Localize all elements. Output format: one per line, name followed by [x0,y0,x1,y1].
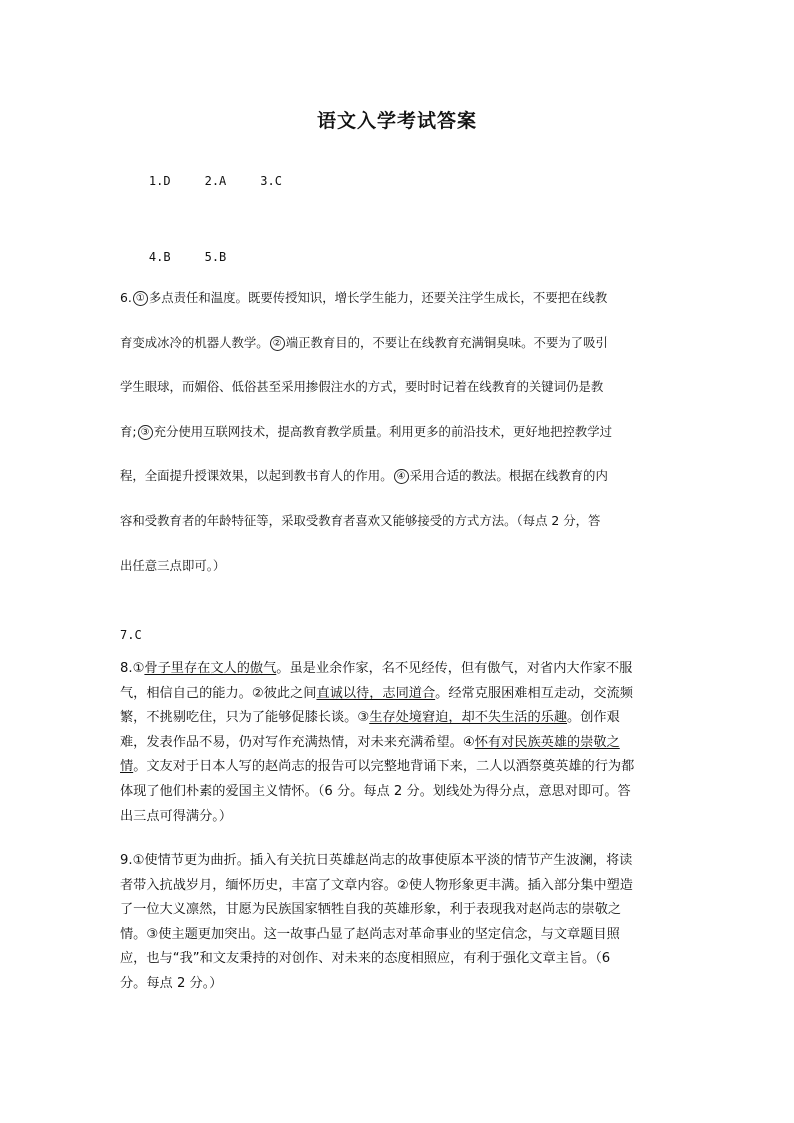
q8-text: 。创作艰 [567,710,620,726]
scoring-point-underline: 怀有对民族英雄的崇敬之 [474,734,620,750]
q6-number: 6. [120,290,132,305]
q8-line [120,755,680,780]
answer-letter: A [219,174,227,188]
q6-line: 出任意三点即可。） [120,557,226,573]
question-9-answer [120,849,680,997]
scoring-point-underline: 骨子里存在文人的傲气 [144,661,277,676]
q6-line [120,454,680,499]
answer-5 [205,250,227,264]
q8-text: 。虽是业余作家，名不见经传，但有傲气，对省内大作家不服 [276,661,633,676]
q8-text: 难，发表作品不易，仍对写作充满热情，对未来充满希望。④ [120,734,475,750]
answer-num: 2. [204,174,220,188]
scoring-point-underline: 直诚以待，志同道合 [316,685,436,701]
q6-line [120,321,680,366]
answer-letter: D [163,174,171,188]
q9-line: 者带入抗战岁月，缅怀历史，丰富了文章内容。②使人物形象更丰满。插入部分集中塑造 [120,877,633,893]
q6-text: 育变成冰冷的机器人教学。 [120,334,269,350]
q8-line [120,682,680,707]
q6-text: 充分使用互联网技术，提高教育教学质量。利用更多的前沿技术，更好地把控教学过 [153,423,613,439]
q6-text: 多点责任和温度。既要传授知识，增长学生能力，还要关注学生成长，不要把在线教 [148,290,608,305]
answer-4 [149,250,171,264]
circled-number: ④ [394,469,409,484]
scoring-point-underline: 情 [120,759,134,775]
answer-1 [149,174,171,188]
scoring-point-underline: 生存处境窘迫，却不失生活的乐趣 [369,710,568,726]
q8-text: 气，相信自己的能力。②彼此之间 [120,685,317,701]
multiple-choice-row-2 [120,236,226,278]
q6-text: 采用合适的教法。根据在线教育的内 [409,468,608,484]
q9-line: 了一位大义凛然，甘愿为民族国家牺牲自我的英雄形象，利于表现我对赵尚志的崇敬之 [120,902,622,918]
q8-line: 出三点可得满分。） [120,808,233,824]
circled-number: ③ [138,425,153,440]
answer-3 [260,174,282,188]
page-title: 语文入学考试答案 [316,110,477,132]
answer-2 [205,174,227,188]
q6-text: 程，全面提升授课效果，以起到教书育人的作用。 [120,468,393,484]
q8-line [120,706,680,731]
question-6-answer [120,276,680,588]
q6-text: 育; [120,423,137,439]
q8-line [120,657,680,682]
q8-text: 。文友对于日本人写的赵尚志的报告可以完整地背诵下来，二人以酒祭奠英雄的行为都 [133,759,635,775]
multiple-choice-row-1 [120,160,282,202]
q6-line [120,276,680,321]
q9-line: 应，也与“我”和文友秉持的对创作、对未来的态度相照应，有利于强化文章主旨。（6 [120,951,611,967]
answer-num: 5. [204,250,220,264]
circled-number: ① [133,291,148,306]
q6-line [120,410,680,455]
q9-line: 分。每点 2 分。） [120,975,223,991]
q8-text: 繁，不挑剔吃住，只为了能够促膝长谈。③ [120,710,370,726]
answer-num: 1. [148,174,164,188]
q8-line [120,731,680,756]
answer-letter: B [163,250,171,264]
answer-letter: C [274,174,282,188]
q8-text: 。经常克服困难相互走动，交流频 [435,685,633,701]
answer-letter: B [219,250,227,264]
circled-number: ② [270,336,285,351]
q8-line: 体现了他们朴素的爱国主义情怀。（6 分。每点 2 分。划线处为得分点，意思对即可。答 [120,783,631,799]
q6-line: 学生眼球，而媚俗、低俗甚至采用掺假注水的方式，要时时记着在线教育的关键词仍是教 [120,379,604,395]
question-8-answer [120,657,680,829]
q8-text: 8.① [120,661,145,676]
q6-text: 端正教育目的，不要让在线教育充满铜臭味。不要为了吸引 [285,334,608,350]
answer-num: 4. [148,250,164,264]
question-7-answer: 7.C [120,628,142,642]
q9-line: 情。③使主题更加突出。这一故事凸显了赵尚志对革命事业的坚定信念，与文章题目照 [120,926,620,942]
q9-line: 9.①使情节更为曲折。插入有关抗日英雄赵尚志的故事使原本平淡的情节产生波澜，将读 [120,853,633,868]
q6-line: 容和受教育者的年龄特征等，采取受教育者喜欢又能够接受的方式方法。（每点 2 分，答 [120,512,601,528]
answer-num: 3. [260,174,275,188]
